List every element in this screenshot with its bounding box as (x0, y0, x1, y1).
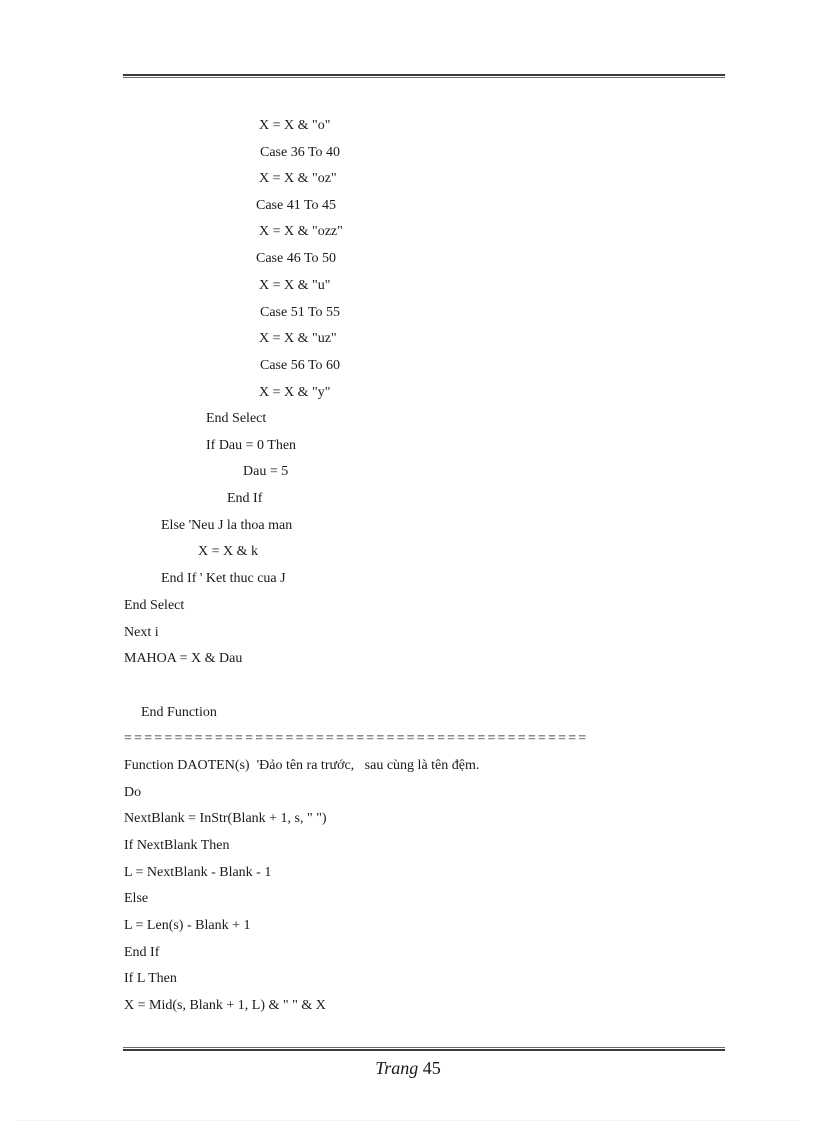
code-line: Function DAOTEN(s) 'Đảo tên ra trước, sau cùng là tên đệm. (124, 758, 480, 773)
code-line: MAHOA = X & Dau (124, 651, 243, 666)
code-line: Case 56 To 60 (260, 358, 341, 373)
code-line: X = X & "y" (259, 385, 331, 400)
code-line: L = Len(s) - Blank + 1 (124, 918, 251, 933)
code-line: X = X & "o" (259, 118, 331, 133)
code-line: End Select (206, 411, 267, 426)
code-line: L = NextBlank - Blank - 1 (124, 865, 272, 880)
header-rule (123, 74, 725, 78)
code-line: NextBlank = InStr(Blank + 1, s, " ") (124, 811, 327, 826)
code-line: If L Then (124, 971, 177, 986)
footer-label: Trang (375, 1058, 419, 1078)
code-line: Dau = 5 (243, 464, 289, 479)
code-line: If Dau = 0 Then (206, 438, 297, 453)
page-edge-divider (18, 1120, 798, 1121)
code-line: End If (227, 491, 263, 506)
code-line: X = X & "oz" (259, 171, 337, 186)
code-line: X = X & "uz" (259, 331, 337, 346)
separator-line: ============================================== (124, 731, 589, 746)
code-line: End Select (124, 598, 185, 613)
code-line: X = X & "ozz" (259, 224, 343, 239)
page-footer (0, 1058, 816, 1079)
code-line: Case 46 To 50 (256, 251, 337, 266)
footer-rule (123, 1047, 725, 1051)
code-line: Case 36 To 40 (260, 145, 341, 160)
code-line: Case 41 To 45 (256, 198, 337, 213)
code-line: End If ' Ket thuc cua J (161, 571, 286, 586)
code-line: End If (124, 945, 160, 960)
code-line: Do (124, 785, 142, 800)
page-number: 45 (422, 1058, 441, 1078)
code-line: X = X & k (198, 544, 259, 559)
code-line: If NextBlank Then (124, 838, 230, 853)
code-line: X = X & "u" (259, 278, 331, 293)
code-line: Else (124, 891, 149, 906)
code-line: Next i (124, 625, 159, 640)
code-line: X = Mid(s, Blank + 1, L) & " " & X (124, 998, 326, 1013)
code-line: Case 51 To 55 (260, 305, 341, 320)
code-line: End Function (141, 705, 217, 720)
code-line: Else 'Neu J la thoa man (161, 518, 293, 533)
